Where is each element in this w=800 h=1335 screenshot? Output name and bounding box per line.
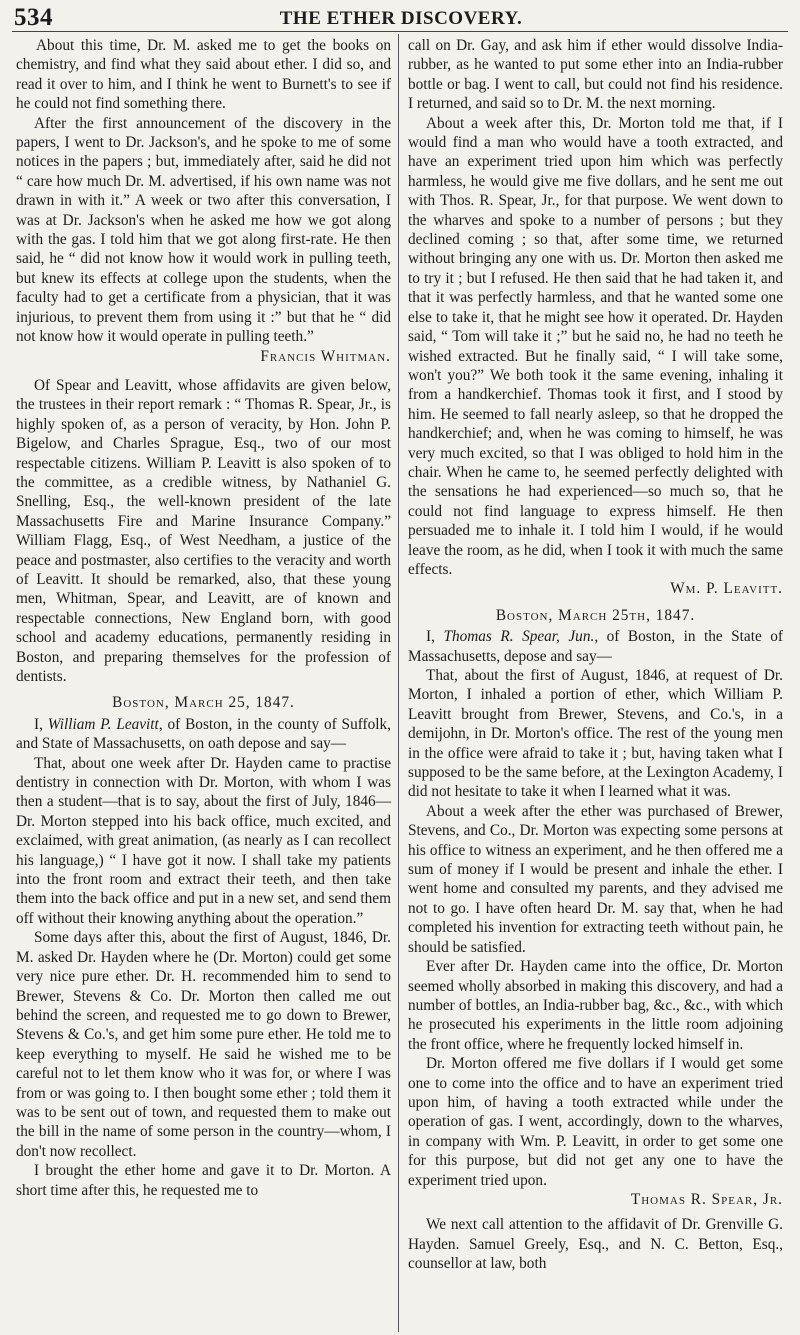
running-head: THE ETHER DISCOVERY. <box>279 8 523 29</box>
page-header <box>14 4 788 32</box>
right-column <box>408 36 783 1274</box>
spacer <box>16 366 391 376</box>
left-column <box>16 36 391 1200</box>
signature-thomas-spear: Thomas R. Spear, Jr. <box>630 1190 783 1208</box>
paragraph: Of Spear and Leavitt, whose affidavits are given below, the trustees in their report remark : “ Thomas R. Spear, Jr., is highly spoken of, as a person of veracity, by Hon. John P. Bigelow, and Charles Sprague, Esq., two of our most respectable citizens. William P. Leavitt is also spoken of to the committee, as a credible witness, by Nathaniel G. Snelling, Esq., the well-known president of the late Massachusetts Fire and Marine Insurance Company.” William Flagg, Esq., of West Needham, a justice of the peace and postmaster, also certifies to the veracity and worth of Leavitt. It should be remarked, also, that these young men, Whitman, Spear, and Leavitt, are of known and respectable connections, New England born, with good school and academy educations, permanently residing in Boston, and preparing themselves for the profession of dentists. <box>16 376 391 685</box>
paragraph: That, about the first of August, 1846, at request of Dr. Morton, I inhaled a portion of ether, which William P. Leavitt brought from Brewer, Stevens, and Co.'s, in a demijohn, in Dr. Morton's office. The rest of the young men in the office were afraid to take it ; but, having taken what I supposed to be the same before, at the Lexington Academy, I did not hesitate to take it when I learned what it was. <box>408 667 783 801</box>
deposition-opening <box>408 627 783 666</box>
deponent-name: William P. Leavitt <box>47 715 159 733</box>
signature-wm-leavitt: Wm. P. Leavitt. <box>670 580 783 598</box>
paragraph: Ever after Dr. Hayden came into the office, Dr. Morton seemed wholly absorbed in making this discovery, and had a number of bottles, an India-rubber bag, &c., &c., with which he prosecuted his experiments in the little room adjoining the front office, where he frequently locked himself in. <box>408 958 783 1053</box>
paragraph: Dr. Morton offered me five dollars if I would get some one to come into the office and to have an experiment tried upon him, of having a tooth extracted while under the operation of gas. I went, accordingly, down to the wharves, in company with Wm. P. Leavitt, in order to get some one for this purpose, but did not get any one to have the experiment tried upon. <box>408 1055 783 1189</box>
paragraph: Some days after this, about the first of August, 1846, Dr. M. asked Dr. Hayden where he (Dr. Morton) could get some very nice pure ether. Dr. H. recommended him to send to Brewer, Stevens & Co. Dr. Morton then called me out behind the screen, and requested me to go down to Brewer, Stevens & Co.'s, and get him some pure ether. He told me to keep everything to myself. He said he wished me to be careful not to let them know who it was for, or where I was from or was going to. I then bought some ether ; told them it was to be sent out of town, and requested them to make out the bill in the name of some person in the country—whom, I don't now recollect. <box>16 929 391 1160</box>
text: I, <box>34 715 48 733</box>
page-number: 534 <box>14 4 53 31</box>
signature-francis-whitman: Francis Whitman. <box>260 347 391 365</box>
header-rule <box>12 31 788 32</box>
paragraph-text: After the first announcement of the discovery in the papers, I went to Dr. Jackson's, and he spoke to me of some notices in the papers ; but, immediately after, said he did not “ care how much Dr. M. advertised, if his own name was not drawn in with it.” A week or two after this conversation, I was at Dr. Jackson's when he asked me how we got along with the gas. I told him that we got along first-rate. He then said, he “ did not know how it would work in pulling teeth, but knew its effects at college upon the students, when the faculty had to get a certificate from a physician, that it was injurious, to prevent them from using it :” but that he “ did not know how it would operate in pulling teeth.” <box>16 114 391 346</box>
paragraph: That, about one week after Dr. Hayden came to practise dentistry in connection with Dr. Morton, with whom I was then a student—that is to say, about the first of July, 1846—Dr. Morton stepped into his back office, much excited, and exclaimed, with great animation, (as nearly as I can recollect his language,) “ I have got it now. I shall take my patients into the front room and extract their teeth, and then take them into the back office and put in a new set, and send them off without their knowing anything about the operation.” <box>16 754 391 927</box>
text: , of Boston, in the county of Suffolk, and State of Massachusetts, on oath depose and say— <box>16 715 391 753</box>
paragraph: We next call attention to the affidavit of Dr. Grenville G. Hayden. Samuel Greely, Esq., and N. C. Betton, Esq., counsellor at law, both <box>408 1216 783 1273</box>
paragraph: About a week after this, Dr. Morton told me that, if I would find a man who would have a tooth extracted, and have an experiment tried upon him which was perfectly harmless, he would give me five dollars, and he sent me out with Thos. R. Spear, Jr., for that purpose. We went down to the wharves and spoke to a number of persons ; but they declined coming ; so that, after some time, we returned without bringing any one with us. Dr. Morton then asked me to try it ; but I refused. He then said that he had taken it, and that it was perfectly harmless, and that he wanted some one else to take it, that he might see how it operated. Dr. Hayden said, “ Tom will take it ;” but he said no, he had no teeth he wished extracted. But he finally said, “ I will take some, won't you?” We both took it the same evening, inhaling it from a handkerchief. Thomas took it first, and I stood by him. He seemed to fall nearly asleep, so that he dropped the handkerchief; and, when he was coming to himself, he was very much excited, so that I was obliged to hold him in the chair. When he came to, he seemed perfectly delighted with the sensations he had experienced—so much so, that he could not find language to express himself. He then persuaded me to inhale it. I told him I would, if he would leave the room, as he did, when I took it with much the same effects. <box>408 114 783 578</box>
paragraph <box>16 114 391 365</box>
text: I, <box>426 628 444 646</box>
text: , of Boston, in the State of Massachusetts, depose and say— <box>408 628 784 665</box>
paragraph: About this time, Dr. M. asked me to get the books on chemistry, and find what they said about ether. I did so, and read it over to him, and I think he went to Burnett's to see if he could not find something there. <box>16 37 391 113</box>
paragraph: I brought the ether home and gave it to Dr. Morton. A short time after this, he requested me to <box>16 1162 391 1199</box>
dateline: Boston, March 25, 1847. <box>112 694 295 712</box>
deposition-opening <box>16 715 391 754</box>
dateline: Boston, March 25th, 1847. <box>495 606 696 624</box>
paragraph: call on Dr. Gay, and ask him if ether would dissolve India-rubber, as he wanted to put some ether into an India-rubber bottle or bag. I went to call, but could not find his residence. I returned, and said so to Dr. M. the next morning. <box>408 37 783 113</box>
deponent-name: Thomas R. Spear, Jun. <box>443 628 595 646</box>
paragraph: About a week after the ether was purchased of Brewer, Stevens, and Co., Dr. Morton was expecting some persons at his office to witness an experiment, and he then offered me a sum of money if I would be present and inhale the ether. I went home and consulted my parents, and they advised me not to go. I have often heard Dr. M. say that, when he had completed his invention for extracting teeth without pain, he should be satisfied. <box>408 802 783 956</box>
column-divider <box>398 34 399 1332</box>
